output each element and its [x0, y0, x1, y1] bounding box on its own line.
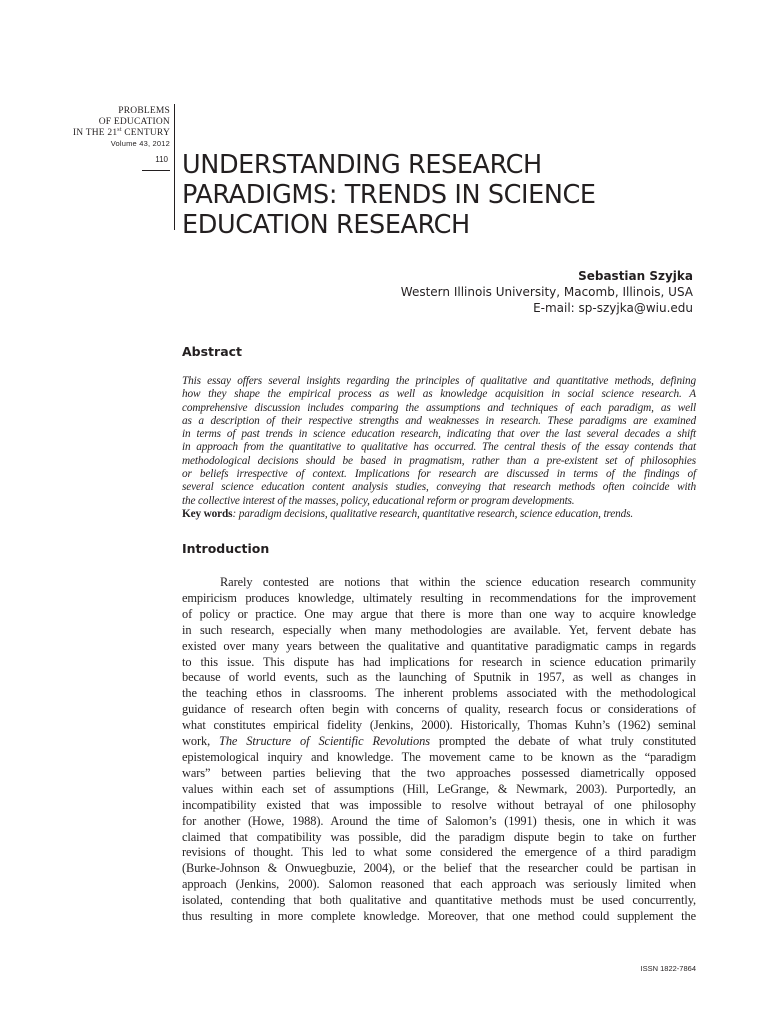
body-line: isolated, contending that both qualitative and quantitative methods must be used concurrently, [182, 893, 696, 908]
abstract-line: This essay offers several insights regarding the principles of qualitative and quantitative methods, defining [182, 375, 696, 387]
abstract-text [182, 375, 696, 521]
journal-name-century-sup: st [117, 127, 122, 133]
introduction-heading: Introduction [182, 541, 270, 556]
abstract-line: in terms of past trends in science education research, indicating that over the last several decades a shift [182, 428, 696, 441]
journal-name-line-1: PROBLEMS [118, 106, 170, 116]
abstract-line: or beliefs irrespective of context. Implications for research are discussed in terms of the findings of [182, 468, 696, 481]
body-line: existed over many years between the qualitative and quantitative paradigmatic camps in regards [182, 638, 696, 653]
author-email: E-mail: sp-szyjka@wiu.edu [533, 301, 693, 315]
body-line: thus resulting in more complete knowledge. Moreover, that one method could supplement the [182, 909, 696, 924]
page-number-box [142, 155, 170, 171]
journal-name-line-2: OF EDUCATION [98, 117, 170, 127]
body-line-11-post: prompted the debate of what truly constituted [429, 734, 696, 749]
book-title: The Structure of Scientific Revolutions [219, 734, 430, 749]
abstract-line: the collective interest of the masses, policy, educational reform or program developments. [182, 494, 575, 507]
body-line: epistemological inquiry and knowledge. The movement came to be known as the “paradigm [182, 749, 696, 764]
article-title-line-1: UNDERSTANDING RESEARCH [182, 150, 542, 180]
abstract-line: how they shape the empirical process as well as knowledge acquisition in social science research. A [182, 388, 696, 401]
keywords-line [182, 508, 696, 521]
journal-volume: Volume 43, 2012 [110, 139, 170, 148]
header-vertical-rule [174, 104, 175, 230]
body-line-with-book-title [182, 734, 696, 750]
abstract-line: methodological decisions should be based in pragmatism, rather than a pre-existent set of philosophies [182, 454, 696, 467]
body-line: revisions of thought. This led to what some considered the emergence of a third paradigm [182, 845, 696, 860]
body-line: of policy or practice. One may argue that there is more than one way to acquire knowledge [182, 606, 696, 621]
journal-name-block [40, 106, 170, 149]
body-line: guidance of research often begin with concerns of quality, research focus or considerations of [182, 702, 696, 717]
body-line: (Burke-Johnson & Onwuegbuzie, 2004), or the belief that the researcher could be partisan in [182, 861, 696, 876]
abstract-line: comprehensive discussion includes comparing the assumptions and techniques of each paradigm, as well [182, 401, 696, 414]
page-number: 110 [155, 155, 168, 164]
body-line: approach (Jenkins, 2000). Salomon reasoned that each approach was seriously limited when [182, 877, 696, 892]
body-line: claimed that compatibility was possible, did the paradigm dispute begin to take on further [182, 829, 696, 844]
body-line: to this issue. This dispute has had implications for research in science education primarily [182, 654, 696, 669]
body-line: for another (Howe, 1988). Around the time of Salomon’s (1991) thesis, one in which it was [182, 813, 696, 828]
abstract-line: in approach from the quantitative to qualitative has occurred. The central thesis of the essay contends that [182, 441, 696, 454]
body-line: wars” between parties believing that the two approaches possessed diametrically opposed [182, 765, 696, 780]
issn-footer: ISSN 1822-7864 [640, 964, 696, 973]
journal-name-line-3 [40, 128, 170, 139]
abstract-heading: Abstract [182, 344, 243, 359]
abstract-line: several science education content analysis studies, conveying that research methods often coincide with [182, 481, 696, 494]
article-title-line-2: PARADIGMS: TRENDS IN SCIENCE [182, 180, 596, 210]
body-line: incompatibility existed that was impossible to resolve without betrayal of one philosophy [182, 797, 696, 812]
keywords-label: Key words [182, 507, 233, 520]
keywords-text: : paradigm decisions, qualitative research, quantitative research, science education, trends. [232, 507, 634, 520]
journal-name-century-prefix: IN THE 21 [72, 128, 118, 138]
introduction-body [182, 575, 696, 925]
body-line: what constitutes empirical fidelity (Jenkins, 2000). Historically, Thomas Kuhn’s (1962) seminal [182, 718, 696, 733]
article-title [182, 150, 722, 240]
author-affiliation: Western Illinois University, Macomb, Illinois, USA [400, 285, 693, 299]
body-line-11-pre: work, [182, 734, 220, 749]
author-block [401, 268, 693, 316]
body-line: because of world events, such as the launching of Sputnik in 1957, as well as changes in [182, 670, 696, 685]
article-title-line-3: EDUCATION RESEARCH [182, 210, 470, 240]
abstract-line: as a description of their respective strengths and weaknesses in research. These paradigms are examined [182, 414, 696, 427]
author-name: Sebastian Szyjka [578, 269, 693, 283]
body-line: empiricism produces knowledge, ultimately resulting in recommendations for the improvement [182, 590, 696, 605]
body-line: values within each set of assumptions (Hill, LeGrange, & Newmark, 2003). Purportedly, an [182, 781, 696, 796]
body-line: the teaching ethos in classrooms. The inherent problems associated with the methodological [182, 686, 696, 701]
journal-name-century-suffix: CENTURY [121, 128, 170, 138]
body-line: Rarely contested are notions that within the science education research community [220, 575, 696, 589]
body-line: in such research, especially when many methodologies are available. Yet, fervent debate has [182, 622, 696, 637]
